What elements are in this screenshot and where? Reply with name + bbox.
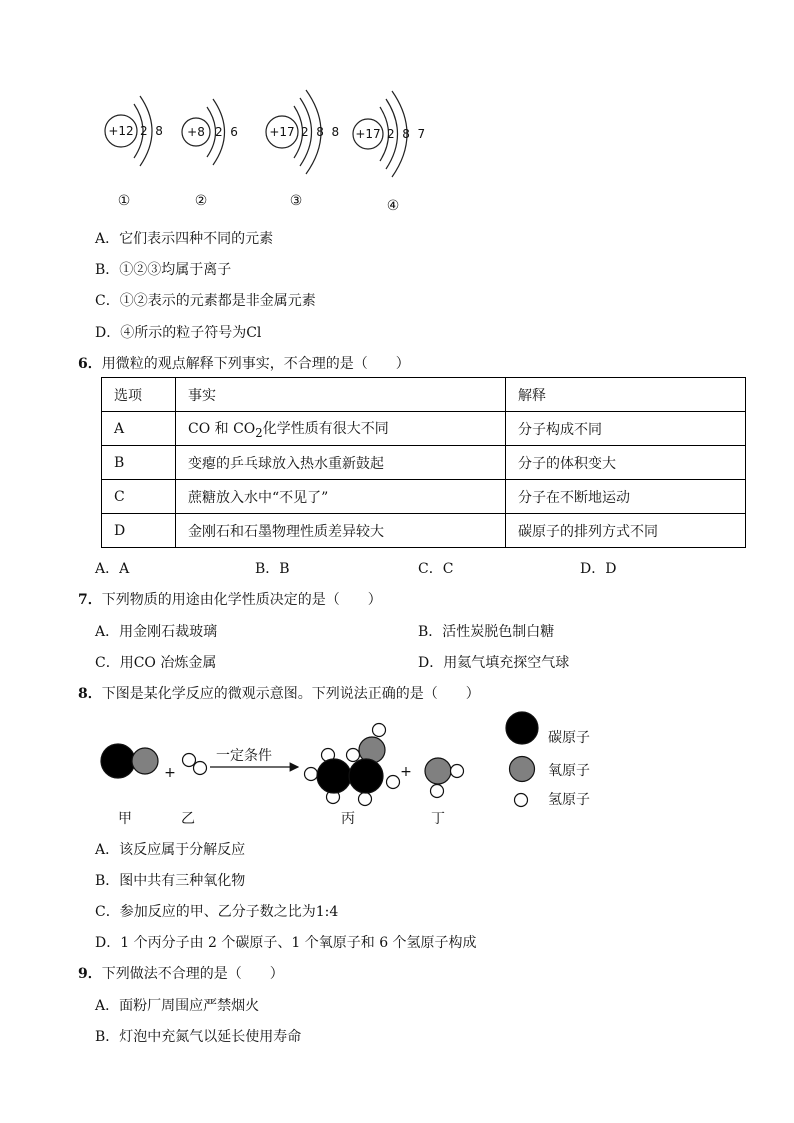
q7-option-a[interactable]: A．用金刚石裁玻璃 [95, 624, 218, 640]
question-number: 7． [78, 592, 102, 608]
oxygen-atom [132, 748, 158, 774]
q5-option-a[interactable]: A．它们表示四种不同的元素 [95, 231, 274, 247]
molecule-label-yi: 乙 [181, 811, 195, 827]
nucleus-charge: +17 [269, 125, 295, 139]
q6-option-c[interactable]: C．C [418, 561, 454, 577]
carbon-atom [101, 744, 135, 778]
electron-counts: 2 8 [140, 124, 163, 138]
diagram-label: ③ [289, 193, 303, 209]
table-row [102, 412, 746, 446]
q9-stem [78, 963, 284, 983]
header-cell: 选项 [102, 378, 176, 412]
hydrogen-atom [387, 776, 400, 789]
carbon-atom [349, 759, 383, 793]
fact-cell [176, 412, 506, 446]
option-cell: A [102, 412, 176, 446]
q6-option-a[interactable]: A．A [95, 561, 130, 577]
q8-option-d[interactable]: D．1 个丙分子由 2 个碳原子、1 个氧原子和 6 个氢原子构成 [95, 935, 477, 951]
hydrogen-atom [305, 768, 318, 781]
legend-label-carbon: 碳原子 [548, 730, 590, 746]
option-cell: D [102, 514, 176, 548]
q5-option-c[interactable]: C．①②表示的元素都是非金属元素 [95, 293, 316, 309]
molecule-label-bing: 丙 [341, 811, 355, 827]
explain-cell: 分子构成不同 [506, 412, 746, 446]
diagram-label: ② [194, 193, 208, 209]
oxygen-atom [425, 758, 451, 784]
hydrogen-atom [194, 762, 207, 775]
question-number: 6． [78, 356, 102, 372]
q9-option-b[interactable]: B．灯泡中充氮气以延长使用寿命 [95, 1029, 302, 1045]
plus-sign: + [164, 765, 176, 781]
option-cell: B [102, 446, 176, 480]
option-cell: C [102, 480, 176, 514]
legend-hydrogen-atom [515, 794, 528, 807]
q6-option-d[interactable]: D．D [580, 561, 617, 577]
question-number: 8． [78, 686, 102, 702]
hydrogen-atom [373, 724, 386, 737]
q6-option-b[interactable]: B．B [255, 561, 290, 577]
molecule-label-ding: 丁 [431, 811, 445, 827]
question-text: 用微粒的观点解释下列事实，不合理的是（ ） [101, 356, 410, 372]
subscript: 2 [255, 425, 263, 440]
fact-cell: 变瘪的乒乓球放入热水重新鼓起 [176, 446, 506, 480]
diagram-label: ④ [386, 198, 400, 214]
legend-label-hydrogen: 氢原子 [548, 792, 590, 808]
fact-text: CO 和 CO [188, 420, 256, 437]
atom-structure-diagrams [0, 70, 460, 220]
legend-carbon-atom [506, 712, 538, 744]
electron-counts: 2 6 [215, 125, 238, 139]
question-number: 9． [78, 966, 102, 982]
electron-counts: 2 8 7 [387, 127, 426, 141]
q8-option-b[interactable]: B．图中共有三种氧化物 [95, 873, 246, 889]
carbon-atom [317, 759, 351, 793]
table-header-row [102, 378, 746, 412]
q7-option-b[interactable]: B．活性炭脱色制白糖 [418, 624, 555, 640]
explain-cell: 分子在不断地运动 [506, 480, 746, 514]
explain-cell: 碳原子的排列方式不同 [506, 514, 746, 548]
q9-option-a[interactable]: A．面粉厂周围应严禁烟火 [95, 998, 260, 1014]
q6-table [101, 377, 746, 548]
nucleus-charge: +8 [187, 125, 205, 139]
q6-stem [78, 353, 410, 373]
q8-option-a[interactable]: A．该反应属于分解反应 [95, 842, 246, 858]
hydrogen-atom [183, 754, 196, 767]
q5-option-d[interactable]: D．④所示的粒子符号为Cl [95, 325, 262, 341]
table-row [102, 514, 746, 548]
q8-stem [78, 683, 480, 703]
header-cell: 解释 [506, 378, 746, 412]
hydrogen-atom [451, 765, 464, 778]
fact-text: 化学性质有很大不同 [262, 420, 389, 437]
header-cell: 事实 [176, 378, 506, 412]
question-text: 下图是某化学反应的微观示意图。下列说法正确的是（ ） [101, 686, 480, 702]
q7-stem [78, 589, 382, 609]
molecule-label-jia: 甲 [118, 811, 132, 827]
electron-counts: 2 8 8 [301, 125, 340, 139]
q5-option-b[interactable]: B．①②③均属于离子 [95, 262, 232, 278]
fact-cell: 蔗糖放入水中“不见了” [176, 480, 506, 514]
plus-sign: + [400, 764, 412, 780]
q7-option-d[interactable]: D．用氦气填充探空气球 [418, 655, 570, 671]
question-text: 下列物质的用途由化学性质决定的是（ ） [101, 592, 382, 608]
legend-label-oxygen: 氧原子 [548, 763, 590, 779]
fact-cell: 金刚石和石墨物理性质差异较大 [176, 514, 506, 548]
explain-cell: 分子的体积变大 [506, 446, 746, 480]
hydrogen-atom [431, 785, 444, 798]
hydrogen-atom [359, 793, 372, 806]
reaction-condition: 一定条件 [216, 748, 272, 764]
q8-option-c[interactable]: C．参加反应的甲、乙分子数之比为1:4 [95, 904, 339, 920]
hydrogen-atom [347, 749, 360, 762]
diagram-label: ① [117, 193, 131, 209]
question-text: 下列做法不合理的是（ ） [101, 966, 284, 982]
reaction-diagram [0, 705, 794, 835]
nucleus-charge: +17 [355, 127, 381, 141]
nucleus-charge: +12 [108, 124, 134, 138]
table-row [102, 446, 746, 480]
table-row [102, 480, 746, 514]
legend-oxygen-atom [510, 757, 535, 782]
q7-option-c[interactable]: C．用CO 冶炼金属 [95, 655, 217, 671]
